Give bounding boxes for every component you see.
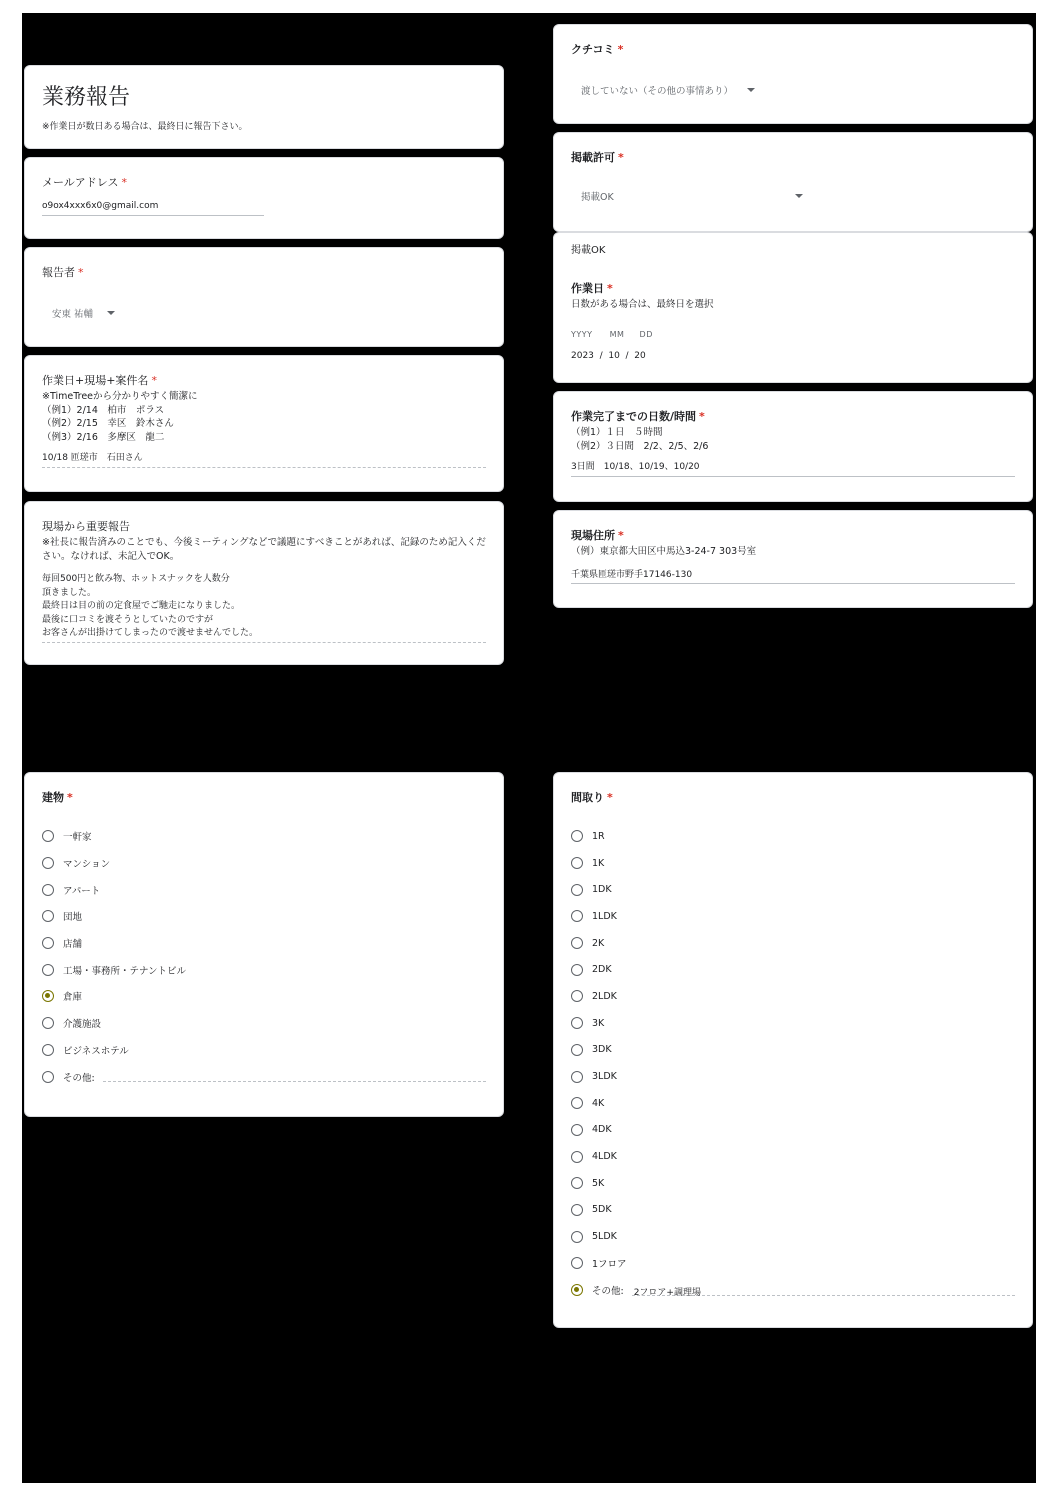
option-label: 3LDK (592, 1071, 617, 1083)
form-description: ※作業日が数日ある場合は、最終日に報告下さい。 (42, 122, 248, 132)
radio-unselected-icon[interactable] (571, 1257, 583, 1269)
required-asterisk: * (607, 791, 613, 804)
radio-unselected-icon[interactable] (571, 964, 583, 976)
option-label: 倉庫 (63, 992, 83, 1004)
radio-selected-icon[interactable] (571, 1284, 583, 1296)
reporter-question-card (24, 247, 504, 347)
question-title: 現場から重要報告 (42, 520, 130, 533)
question-label: 作業日+現場+案件名 (42, 374, 149, 387)
layout-question-card (553, 772, 1033, 1328)
question-label: クチコミ (571, 43, 615, 56)
radio-unselected-icon[interactable] (571, 910, 583, 922)
month-label: MM (609, 329, 625, 339)
address-question-card (553, 510, 1033, 608)
dropdown-option-echo: 掲載OK (571, 245, 606, 256)
chevron-down-icon (107, 311, 115, 315)
layout-option[interactable] (571, 876, 1015, 903)
radio-unselected-icon[interactable] (42, 830, 54, 842)
question-help-text: （例）東京都大田区中馬込3-24-7 303号室 (571, 546, 757, 557)
option-label: ビジネスホテル (63, 1045, 129, 1057)
day-label: DD (639, 329, 653, 339)
radio-group (42, 823, 486, 1090)
radio-unselected-icon[interactable] (571, 1017, 583, 1029)
radio-unselected-icon[interactable] (571, 857, 583, 869)
radio-unselected-icon[interactable] (571, 1177, 583, 1189)
layout-option[interactable] (571, 1277, 1015, 1304)
option-label: 店舗 (63, 939, 83, 951)
layout-option[interactable] (571, 1223, 1015, 1250)
building-question-card (24, 772, 504, 1117)
required-asterisk: * (151, 374, 157, 387)
option-label: マンション (63, 859, 111, 871)
option-label: アパート (63, 885, 101, 897)
layout-option[interactable] (571, 930, 1015, 957)
review-dropdown[interactable] (571, 77, 765, 103)
option-label: 1DK (592, 884, 612, 896)
building-option[interactable] (42, 956, 486, 983)
other-text-field[interactable]: 2フロア+調理場 (632, 1285, 1015, 1296)
question-title (571, 149, 1015, 165)
option-label: 5K (592, 1177, 605, 1189)
required-asterisk: * (699, 410, 705, 423)
address-field[interactable]: 千葉県匝瑳市野手17146-130 (571, 569, 1015, 585)
form-title: 業務報告 (42, 85, 131, 110)
layout-option[interactable] (571, 903, 1015, 930)
dropdown-value: 掲載OK (581, 192, 614, 203)
layout-option[interactable] (571, 1037, 1015, 1064)
important-report-question-card (24, 501, 504, 665)
layout-option[interactable] (571, 823, 1015, 850)
building-option[interactable] (42, 823, 486, 850)
year-label: YYYY (571, 329, 593, 339)
radio-unselected-icon[interactable] (42, 1017, 54, 1029)
option-label: 4K (592, 1097, 605, 1109)
work-date-question-card (553, 232, 1033, 383)
question-title (42, 174, 486, 190)
radio-unselected-icon[interactable] (42, 1044, 54, 1056)
duration-field[interactable]: 3日間 10/18、10/19、10/20 (571, 461, 1015, 477)
dropdown-value: 安東 祐輔 (52, 309, 94, 320)
radio-unselected-icon[interactable] (571, 1097, 583, 1109)
radio-unselected-icon[interactable] (42, 910, 54, 922)
radio-unselected-icon[interactable] (571, 937, 583, 949)
required-asterisk: * (618, 151, 624, 164)
other-text-field[interactable] (103, 1071, 486, 1082)
building-option[interactable] (42, 930, 486, 957)
question-title (571, 280, 1015, 296)
layout-option[interactable] (571, 1197, 1015, 1224)
layout-option[interactable] (571, 850, 1015, 877)
date-field-labels (571, 322, 1015, 341)
question-title (571, 527, 1015, 543)
layout-option[interactable] (571, 956, 1015, 983)
option-label: 1LDK (592, 910, 617, 922)
building-option[interactable] (42, 876, 486, 903)
required-asterisk: * (78, 266, 84, 279)
question-title (571, 789, 1015, 805)
layout-option[interactable] (571, 1117, 1015, 1144)
permission-question-card (553, 132, 1033, 232)
radio-unselected-icon[interactable] (571, 990, 583, 1002)
layout-option[interactable] (571, 1143, 1015, 1170)
option-label: 団地 (63, 912, 83, 924)
review-question-card (553, 24, 1033, 124)
question-label: 現場住所 (571, 529, 615, 542)
duration-question-card (553, 391, 1033, 502)
radio-unselected-icon[interactable] (42, 937, 54, 949)
option-label: 3DK (592, 1044, 612, 1056)
radio-unselected-icon[interactable] (571, 884, 583, 896)
option-label: 工場・事務所・テナントビル (63, 965, 187, 977)
radio-unselected-icon[interactable] (571, 1204, 583, 1216)
question-title (42, 372, 486, 388)
option-label: 3K (592, 1017, 605, 1029)
question-help-text: ※社長に報告済みのことでも、今後ミーティングなどで議題にすべきことがあれば、記録のため記入ください。なければ、未記入でOK。 (42, 537, 486, 562)
option-label: 1K (592, 857, 605, 869)
question-title (42, 789, 486, 805)
building-option[interactable] (42, 1037, 486, 1064)
option-label: 1R (592, 830, 605, 842)
layout-option[interactable] (571, 1063, 1015, 1090)
option-label: 一軒家 (63, 832, 92, 844)
radio-unselected-icon[interactable] (571, 1151, 583, 1163)
question-label: 建物 (42, 791, 64, 804)
radio-unselected-icon[interactable] (571, 1044, 583, 1056)
form-header-card (24, 65, 504, 149)
question-label: 作業完了までの日数/時間 (571, 410, 697, 423)
email-question-card (24, 157, 504, 239)
chevron-down-icon (747, 88, 755, 92)
building-option[interactable] (42, 983, 486, 1010)
radio-unselected-icon[interactable] (571, 1071, 583, 1083)
site-case-field[interactable]: 10/18 匝瑳市 石田さん (42, 452, 486, 468)
dropdown-value: 渡していない（その他の事情あり） (581, 86, 734, 97)
required-asterisk: * (121, 176, 127, 189)
question-help-text: （例1）１日 ５時間 （例2）３日間 2/2、2/5、2/6 (571, 427, 709, 452)
question-title (571, 408, 1015, 424)
permission-dropdown[interactable] (571, 183, 813, 209)
radio-unselected-icon[interactable] (571, 830, 583, 842)
option-label: その他: (592, 1286, 624, 1298)
radio-unselected-icon[interactable] (42, 964, 54, 976)
option-label: 介護施設 (63, 1019, 102, 1031)
option-label: 5LDK (592, 1231, 617, 1243)
site-case-question-card (24, 355, 504, 492)
required-asterisk: * (617, 43, 624, 56)
layout-option[interactable] (571, 1170, 1015, 1197)
option-label: 5DK (592, 1204, 612, 1216)
building-option[interactable] (42, 1010, 486, 1037)
building-option[interactable] (42, 1063, 486, 1090)
option-label: 2K (592, 937, 605, 949)
question-label: メールアドレス (42, 176, 119, 189)
option-label: その他: (63, 1072, 95, 1084)
layout-option[interactable] (571, 1090, 1015, 1117)
page-background (22, 13, 1036, 1483)
question-help-text: ※TimeTreeから分かりやすく簡潔に （例1）2/14 柏市 ポラス （例2）2/15 幸区 鈴木さん （例3）2/16 多摩区 龍二 (42, 391, 198, 443)
layout-option[interactable] (571, 1010, 1015, 1037)
layout-option[interactable] (571, 1250, 1015, 1277)
option-label: 2LDK (592, 990, 617, 1002)
question-label: 報告者 (42, 266, 75, 279)
required-asterisk: * (618, 529, 624, 542)
radio-group (571, 823, 1015, 1303)
chevron-down-icon (795, 194, 803, 198)
question-label: 作業日 (571, 282, 604, 295)
required-asterisk: * (607, 282, 613, 295)
required-asterisk: * (67, 791, 73, 804)
option-label: 2DK (592, 964, 612, 976)
option-label: 4LDK (592, 1151, 617, 1163)
question-title (571, 41, 1015, 57)
radio-unselected-icon[interactable] (571, 1231, 583, 1243)
radio-unselected-icon[interactable] (42, 1071, 54, 1083)
email-field[interactable]: o9ox4xxx6x0@gmail.com (42, 200, 264, 216)
layout-option[interactable] (571, 983, 1015, 1010)
radio-unselected-icon[interactable] (42, 884, 54, 896)
building-option[interactable] (42, 850, 486, 877)
option-label: 4DK (592, 1124, 612, 1136)
question-label: 間取り (571, 791, 604, 804)
reporter-dropdown[interactable] (42, 300, 125, 326)
building-option[interactable] (42, 903, 486, 930)
question-label: 掲載許可 (571, 151, 615, 164)
date-input[interactable]: 2023 / 10 / 20 (571, 350, 646, 361)
important-report-field[interactable]: 毎回500円と飲み物、ホットスナックを人数分 頂きました。 最終日は目の前の定食屋でご馳走になりました。 最後に口コミを渡そうとしていたのですが お客さんが出掛けてしまったので渡せませんでした。 (42, 573, 486, 643)
radio-unselected-icon[interactable] (42, 857, 54, 869)
question-title (42, 264, 486, 280)
radio-selected-icon[interactable] (42, 990, 54, 1002)
question-help-text: 日数がある場合は、最終日を選択 (571, 299, 714, 310)
radio-unselected-icon[interactable] (571, 1124, 583, 1136)
option-label: 1フロア (592, 1259, 627, 1271)
